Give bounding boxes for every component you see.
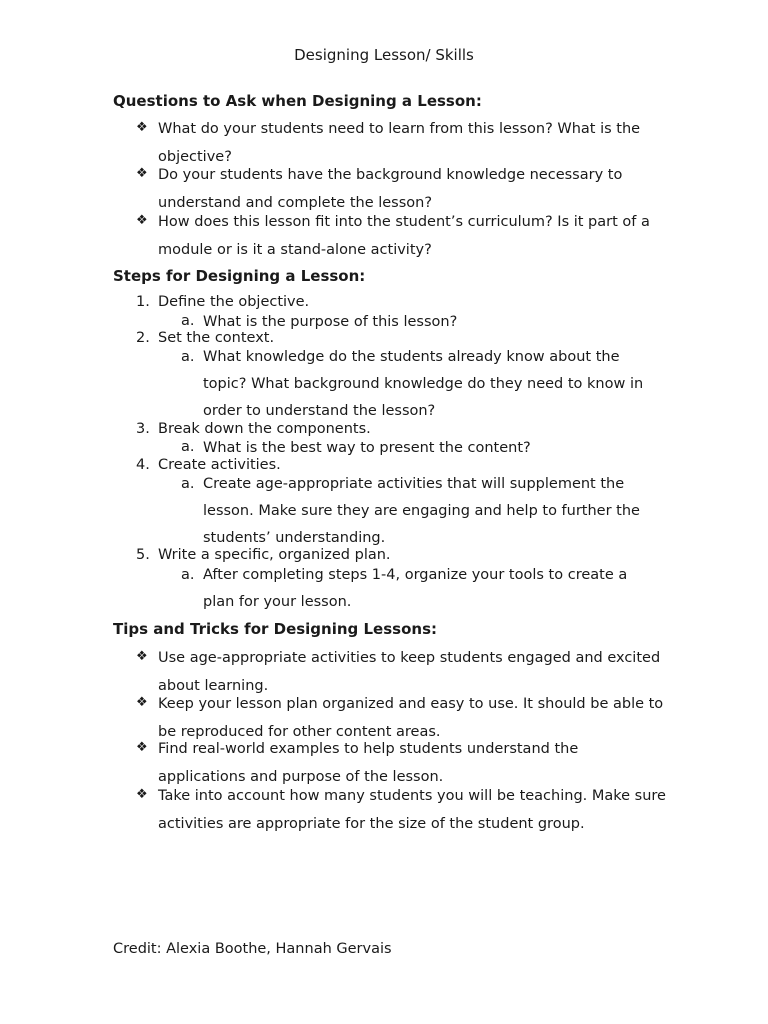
list-item-text: How does this lesson fit into the student’s curriculum? Is it part of a module or is it a stand-alone activity?: [158, 214, 650, 258]
diamond-bullet-icon: ❖: [136, 166, 148, 181]
list-item-text: Use age-appropriate activities to keep students engaged and excited about learning.: [158, 650, 661, 694]
list-item-text: Do your students have the background knowledge necessary to understand and complete the lesson?: [158, 167, 623, 211]
sub-item-text: What knowledge do the students already know about the topic? What background knowledge do they need to know in order to understand the lesson?: [203, 349, 644, 419]
diamond-bullet-icon: ❖: [136, 649, 148, 664]
tips-heading: Tips and Tricks for Designing Lessons:: [113, 620, 438, 638]
sub-marker: a.: [181, 349, 195, 365]
step-label: Break down the components.: [158, 421, 371, 437]
diamond-bullet-icon: ❖: [136, 740, 148, 755]
sub-marker: a.: [181, 567, 195, 583]
diamond-bullet-icon: ❖: [136, 120, 148, 135]
sub-marker: a.: [181, 476, 195, 492]
step-label: Write a specific, organized plan.: [158, 547, 391, 563]
sub-marker: a.: [181, 313, 195, 329]
step-label: Define the objective.: [158, 294, 310, 310]
document-title: Designing Lesson/ Skills: [294, 46, 474, 64]
step-label: Set the context.: [158, 330, 275, 346]
step-label: Create activities.: [158, 457, 281, 473]
sub-item-text: After completing steps 1-4, organize your tools to create a plan for your lesson.: [203, 567, 628, 610]
sub-item-text: What is the purpose of this lesson?: [203, 314, 458, 330]
sub-item-text: Create age-appropriate activities that will supplement the lesson. Make sure they are engaging and help to further the students’ understanding.: [203, 476, 640, 546]
step-number: 5.: [136, 547, 150, 563]
step-number: 4.: [136, 457, 150, 473]
step-number: 3.: [136, 421, 150, 437]
sub-item-text: What is the best way to present the content?: [203, 440, 531, 456]
diamond-bullet-icon: ❖: [136, 787, 148, 802]
step-number: 1.: [136, 294, 150, 310]
list-item-text: What do your students need to learn from this lesson? What is the objective?: [158, 121, 641, 165]
list-item-text: Keep your lesson plan organized and easy to use. It should be able to be reproduced for other content areas.: [158, 696, 664, 740]
step-number: 2.: [136, 330, 150, 346]
diamond-bullet-icon: ❖: [136, 695, 148, 710]
diamond-bullet-icon: ❖: [136, 213, 148, 228]
sub-marker: a.: [181, 439, 195, 455]
questions-heading: Questions to Ask when Designing a Lesson:: [113, 92, 482, 110]
list-item-text: Take into account how many students you will be teaching. Make sure activities are appropriate for the size of the student group.: [158, 788, 666, 832]
credit-line: Credit: Alexia Boothe, Hannah Gervais: [113, 941, 392, 957]
steps-heading: Steps for Designing a Lesson:: [113, 267, 366, 285]
list-item-text: Find real-world examples to help students understand the applications and purpose of the lesson.: [158, 741, 579, 785]
